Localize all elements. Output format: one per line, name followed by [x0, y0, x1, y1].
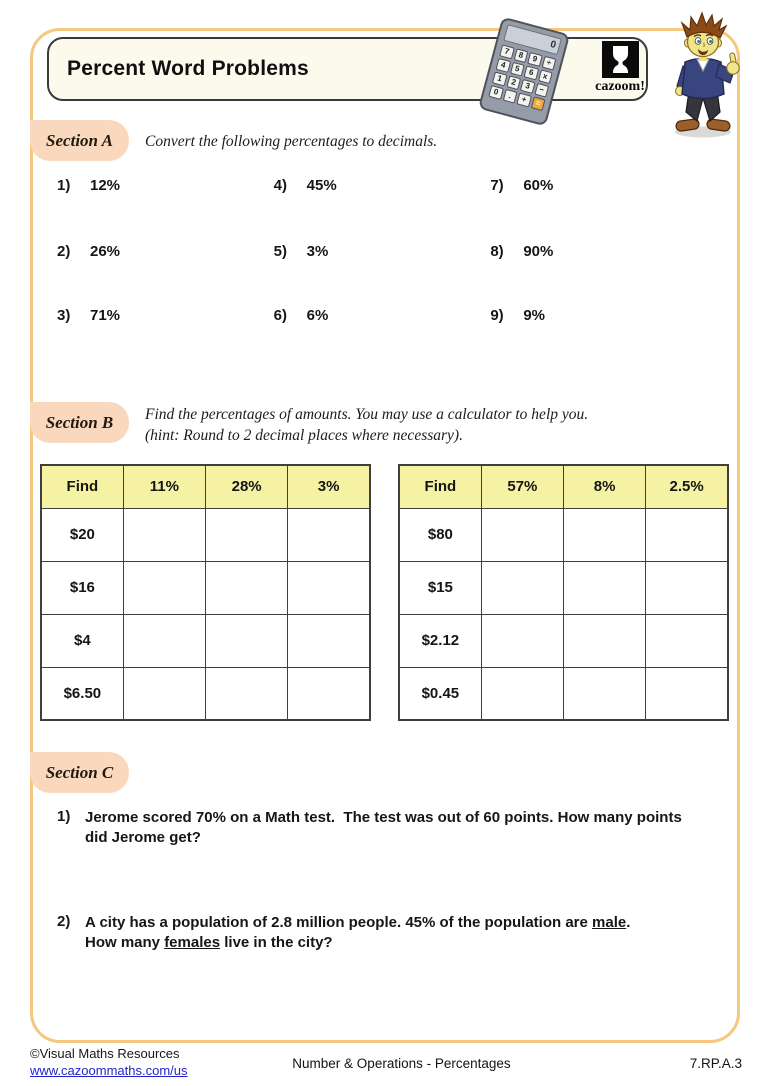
brand-name: cazoom! [595, 79, 645, 94]
header-find: Find [399, 465, 481, 508]
question-line [85, 913, 630, 933]
copyright-text: ©Visual Maths Resources [30, 1046, 180, 1061]
percentages-table-left [40, 464, 371, 721]
answer-cell [288, 508, 370, 561]
question-text [85, 913, 630, 952]
table-row [399, 561, 728, 614]
amount-label: $2.12 [399, 614, 481, 667]
calc-key-6: 6 [524, 65, 539, 80]
item-number: 6) [273, 307, 288, 324]
item-1 [57, 177, 274, 194]
item-4 [274, 177, 491, 194]
calc-key-2: 2 [506, 75, 521, 90]
question-2 [57, 913, 717, 952]
answer-cell [646, 614, 728, 667]
header-pct: 2.5% [646, 465, 728, 508]
item-value: 3% [306, 243, 329, 260]
item-number: 4) [273, 177, 288, 194]
mascot-boy-illustration [653, 10, 753, 140]
answer-cell [646, 508, 728, 561]
header-pct: 11% [123, 465, 205, 508]
table-row [41, 614, 370, 667]
question-line: did Jerome get? [85, 828, 201, 846]
item-3 [57, 307, 274, 324]
answer-cell [564, 508, 646, 561]
calc-key-decimal: . [502, 89, 517, 104]
question-1 [57, 808, 717, 847]
website-link[interactable]: www.cazoommaths.com/us [30, 1063, 188, 1078]
answer-cell [646, 667, 728, 720]
calc-key-1: 1 [492, 71, 507, 86]
item-number: 2) [57, 243, 71, 260]
answer-cell [288, 614, 370, 667]
calc-key-plus: + [516, 93, 531, 108]
amount-label: $80 [399, 508, 481, 561]
amount-label: $4 [41, 614, 123, 667]
question-line: Jerome scored 70% on a Math test. The test was out of 60 points. How many points [85, 809, 682, 826]
amount-label: $16 [41, 561, 123, 614]
calculator-keypad [488, 44, 556, 111]
calc-key-multiply: x [538, 69, 553, 84]
answer-cell [564, 614, 646, 667]
section-c-label: Section C [30, 752, 129, 793]
table-row [41, 508, 370, 561]
question-segment: How many [85, 933, 165, 951]
item-number: 3) [57, 307, 71, 324]
question-segment: . [626, 914, 631, 931]
item-8 [490, 243, 707, 260]
item-number: 8) [490, 243, 504, 260]
answer-cell [123, 667, 205, 720]
question-segment: A city has a population of 2.8 million people. 45% of the population are [85, 914, 593, 931]
item-value: 45% [306, 177, 337, 194]
table-row [399, 614, 728, 667]
calc-key-4: 4 [496, 58, 511, 73]
instruction-line-1: Find the percentages of amounts. You may use a calculator to help you. [145, 406, 589, 423]
answer-cell [206, 667, 288, 720]
item-value: 26% [90, 243, 121, 260]
question-line [85, 933, 630, 953]
calc-key-8: 8 [513, 48, 528, 63]
item-number: 7) [490, 177, 504, 194]
answer-cell [123, 508, 205, 561]
calc-key-9: 9 [527, 52, 542, 67]
table-row [41, 561, 370, 614]
section-a-row-2 [57, 243, 707, 260]
calc-key-5: 5 [510, 62, 525, 77]
amount-label: $6.50 [41, 667, 123, 720]
answer-cell [123, 561, 205, 614]
answer-cell [481, 561, 563, 614]
section-a-row-1 [57, 177, 707, 194]
item-2 [57, 243, 274, 260]
cazoom-logo [591, 41, 649, 95]
answer-cell [288, 561, 370, 614]
answer-cell [481, 614, 563, 667]
amount-label: $15 [399, 561, 481, 614]
cazoom-logo-icon [602, 41, 639, 78]
item-value: 71% [90, 307, 121, 324]
answer-cell [564, 561, 646, 614]
calc-key-7: 7 [499, 44, 514, 59]
header-find: Find [41, 465, 123, 508]
underlined-word: females [164, 933, 221, 951]
item-6 [274, 307, 491, 324]
item-number: 5) [273, 243, 288, 260]
answer-cell [288, 667, 370, 720]
item-value: 60% [523, 177, 554, 194]
item-7 [490, 177, 707, 194]
table-row [399, 508, 728, 561]
calc-key-equals: = [530, 96, 545, 111]
item-value: 90% [523, 243, 554, 260]
table-row [399, 667, 728, 720]
calc-key-divide: ÷ [541, 56, 556, 71]
answer-cell [206, 614, 288, 667]
percentages-table-right [398, 464, 729, 721]
question-number: 2) [57, 913, 71, 930]
calc-key-minus: − [534, 83, 549, 98]
amount-label: $20 [41, 508, 123, 561]
answer-cell [481, 508, 563, 561]
table-header-row [41, 465, 370, 508]
page-title: Percent Word Problems [67, 57, 309, 80]
calculator-display: 0 [503, 24, 561, 55]
table-row [41, 667, 370, 720]
item-number: 1) [57, 177, 71, 194]
question-number: 1) [57, 808, 71, 825]
section-a-instruction: Convert the following percentages to decimals. [145, 133, 438, 150]
answer-cell [206, 508, 288, 561]
item-value: 6% [306, 307, 329, 324]
section-b-instruction [145, 404, 588, 446]
item-value: 9% [523, 307, 546, 324]
calc-key-0: 0 [488, 85, 503, 100]
question-text [85, 808, 682, 847]
item-9 [490, 307, 707, 324]
item-5 [274, 243, 491, 260]
answer-cell [564, 667, 646, 720]
item-value: 12% [90, 177, 121, 194]
footer-credits [30, 1045, 188, 1079]
table-header-row [399, 465, 728, 508]
header-pct: 28% [206, 465, 288, 508]
answer-cell [481, 667, 563, 720]
answer-cell [646, 561, 728, 614]
section-a-row-3 [57, 307, 707, 324]
section-b-label: Section B [30, 402, 129, 443]
answer-cell [123, 614, 205, 667]
calc-key-3: 3 [520, 79, 535, 94]
header-pct: 3% [288, 465, 370, 508]
header-pct: 8% [564, 465, 646, 508]
instruction-line-2: (hint: Round to 2 decimal places where necessary). [145, 427, 463, 444]
header-pct: 57% [481, 465, 563, 508]
standard-code: 7.RP.A.3 [689, 1056, 742, 1071]
item-number: 9) [490, 307, 504, 324]
footer-topic: Number & Operations - Percentages [292, 1056, 511, 1071]
answer-cell [206, 561, 288, 614]
underlined-word: male [592, 914, 627, 931]
section-a-label: Section A [30, 120, 129, 161]
question-segment: live in the city? [220, 933, 333, 951]
amount-label: $0.45 [399, 667, 481, 720]
